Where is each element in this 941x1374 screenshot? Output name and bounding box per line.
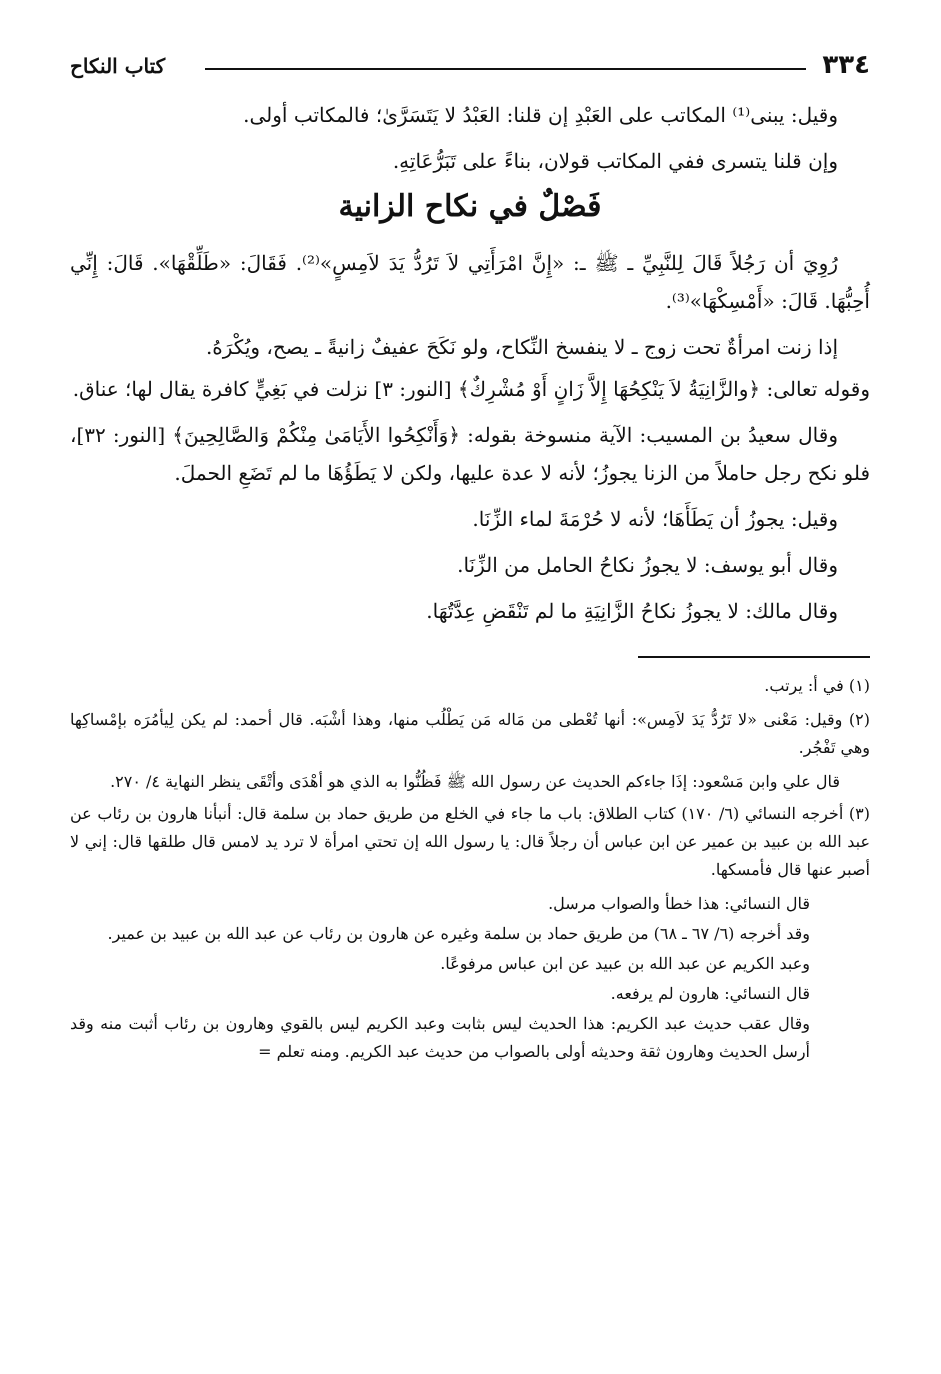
paragraph: وقوله تعالى: ﴿والزَّانِيَةُ لاَ يَنْكِحُهَا إِلاَّ زَانٍ أَوْ مُشْرِكٌ﴾ [النور: ٣] نزلت في بَغِيٍّ كافرة يقال لها؛ عناق. (72, 377, 870, 401)
paragraph: وقال أبو يوسف: لا يجوزُ نكاحُ الحامل من الزِّنَا. (457, 553, 838, 577)
footnote-2-continuation: قال علي وابن مَسْعود: إذَا جاءكم الحديث عن رسول الله ﷺ فَظُنُّوا به الذي هو أهْدَى وأتْقَى ينظر النهاية ٤/ ٢٧٠. (110, 772, 840, 791)
section-title: فَصْلٌ في نكاح الزانية (338, 189, 602, 224)
paragraph: وإن قلنا يتسرى ففي المكاتب قولان، بناءً على تَبَرُّعَاتِهِ. (392, 149, 838, 173)
footnote-3-line: قال النسائي: هذا خطأ والصواب مرسل. (548, 894, 810, 913)
page-header (70, 48, 870, 88)
paragraph: رُوِيَ أن رَجُلاً قَالَ لِلنَّبِيِّ ـ ﷺ ـ: «إِنَّ امْرَأَتِي لاَ تَرُدُّ يَدَ لاَمِسٍ»⁽²⁾. فَقَالَ: «طَلِّقْهَا». قَالَ: إِنِّي أُحِبُّهَا. قَالَ: «أَمْسِكْهَا»⁽³⁾. (70, 251, 870, 313)
footnote-3-line: وقد أخرجه (٦/ ٦٧ ـ ٦٨) من طريق حماد بن سلمة وغيره عن هارون بن رئاب عن عبد الله بن عبيد بن عمير. (107, 924, 810, 943)
footnote-1: (١) في أ: يرتب. (764, 676, 870, 695)
book-title: كتاب النكاح (70, 54, 166, 78)
main-text (70, 96, 870, 630)
footnote-3-line: وعبد الكريم عن عبد الله بن عبيد عن ابن عباس مرفوعًا. (440, 954, 810, 973)
paragraph: وقيل: يجوزُ أن يَطَأَهَا؛ لأنه لا حُرْمَةَ لماء الزِّنَا. (472, 507, 838, 531)
footnotes (70, 672, 870, 1066)
header-rule (205, 68, 806, 70)
paragraph: وقال سعيدُ بن المسيب: الآية منسوخة بقوله: ﴿وَأَنْكِحُوا الأَيَامَىٰ مِنْكُمْ وَالصَّالِحِينَ﴾ [النور: ٣٢]، فلو نكح رجل حاملاً من الزنا يجوزُ؛ لأنه لا عدة عليها، ولكن لا يَطَؤُهَا ما لم تَضَعِ الحملَ. (70, 423, 870, 485)
page (70, 48, 870, 1068)
paragraph: إذا زنت امرأةٌ تحت زوج ـ لا ينفسخ النِّكاح، ولو نَكَحَ عفيفٌ زانيةً ـ يصح، ويُكْرَهُ. (205, 335, 838, 359)
footnote-2: (٢) وقيل: مَعْنى «لا تَرُدُّ يَدَ لاَمِس»: أنها تُعْطى من مَاله مَن يَطْلُب منها، وهذا أشْبَه. قال أحمد: لم يكن لِيأمُرَه بإمْساكِها وهي تَفْجُر. (70, 710, 870, 757)
page-number: ٣٣٤ (822, 50, 870, 80)
footnote-separator (638, 656, 870, 658)
footnote-3-line: وقال عقب حديث عبد الكريم: هذا الحديث ليس بثابت وعبد الكريم ليس بالقوي وهارون بن رئاب أثبت منه وقد أرسل الحديث وهارون ثقة وحديثه أولى بالصواب من حديث عبد الكريم. ومنه تعلم = (70, 1014, 810, 1061)
paragraph: وقال مالك: لا يجوزُ نكاحُ الزَّانِيَةِ ما لم تَنْقَضِ عِدَّتُهَا. (426, 599, 838, 623)
footnote-3: (٣) أخرجه النسائي (٦/ ١٧٠) كتاب الطلاق: باب ما جاء في الخلع من طريق حماد بن سلمة قال: أنبأنا هارون بن رئاب عن عبد الله بن عبيد بن عمير عن ابن عباس أن رجلاً قال: يا رسول الله إن تحتي امرأة لا ترد يد لامس قال طلقها قال: إني لا أصبر عنها قال فأمسكها. (70, 804, 870, 879)
footnote-3-line: قال النسائي: هارون لم يرفعه. (610, 984, 810, 1003)
paragraph: وقيل: يبنى⁽¹⁾ المكاتب على العَبْدِ إن قلنا: العَبْدُ لا يَتَسَرَّىٰ؛ فالمكاتب أولى. (243, 103, 838, 127)
